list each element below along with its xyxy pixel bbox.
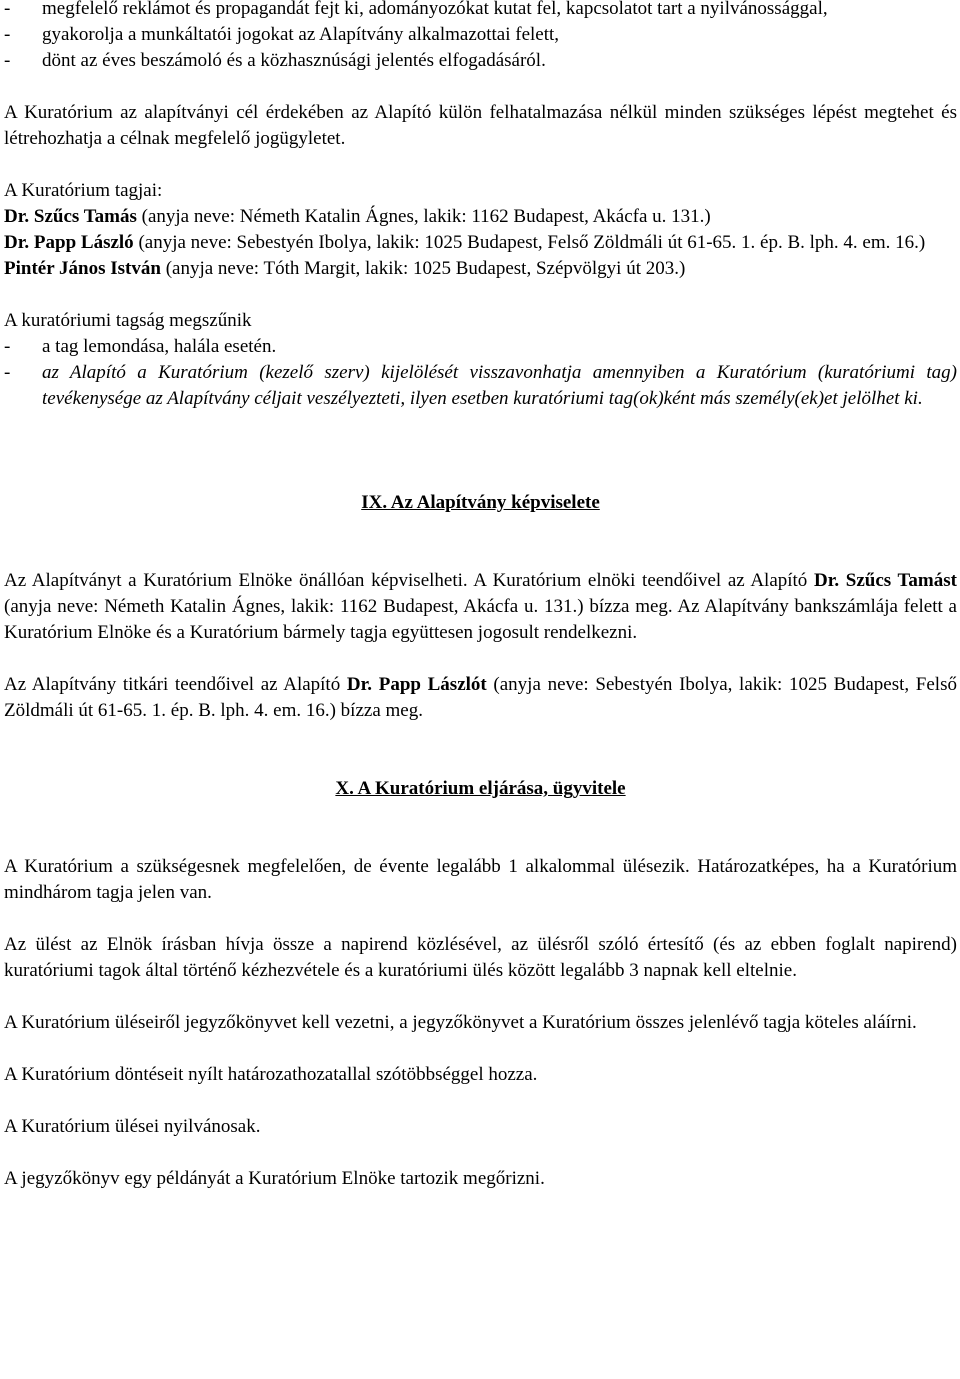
person-name: Dr. Szűcs Tamást bbox=[813, 570, 957, 591]
list-dash: - bbox=[4, 336, 11, 357]
section-x-paragraph: A Kuratórium üléseiről jegyzőkönyvet kell vezetni, a jegyzőkönyvet a Kuratórium összes jelenlévő tagja köteles aláírni. bbox=[4, 1012, 917, 1033]
section-ix-title: IX. Az Alapítvány képviselete bbox=[361, 492, 600, 513]
list-dash: - bbox=[4, 362, 11, 383]
section-ix-paragraph: Az Alapítványt a Kuratórium Elnöke önállóan képviselheti. A Kuratórium elnöki teendőivel az Alapító Dr. Szűcs Tamást (anyja neve: Németh Katalin Ágnes, lakik: 1162 Budapest, Akácfa u. 131.) bízza meg. Az Alapítvány bankszámlája felett a Kuratórium Elnöke és a Kuratórium bármely tagja együttesen jogosult rendelkezni. bbox=[4, 570, 957, 643]
member-name: Pintér János István bbox=[4, 258, 161, 279]
member-name: Dr. Papp László bbox=[4, 232, 134, 253]
section-ix-paragraph: Az Alapítvány titkári teendőivel az Alapító Dr. Papp Lászlót (anyja neve: Sebestyén Ibolya, lakik: 1025 Budapest, Felső Zöldmáli út 61-65. 1. ép. B. lph. 4. em. 16.) bízza meg. bbox=[4, 674, 957, 721]
members-heading: A Kuratórium tagjai: bbox=[4, 180, 163, 201]
member-line: Dr. Papp László (anyja neve: Sebestyén Ibolya, lakik: 1025 Budapest, Felső Zöldmáli út 61-65. 1. ép. B. lph. 4. em. 16.) bbox=[4, 232, 926, 253]
person-name: Dr. Papp Lászlót bbox=[346, 674, 487, 695]
termination-heading: A kuratóriumi tagság megszűnik bbox=[4, 310, 252, 331]
section-x-paragraph: A Kuratórium a szükségesnek megfelelően, de évente legalább 1 alkalommal ülésezik. Határozatképes, ha a Kuratórium mindhárom tagja jelen van. bbox=[4, 856, 957, 903]
member-line: Dr. Szűcs Tamás (anyja neve: Németh Katalin Ágnes, lakik: 1162 Budapest, Akácfa u. 131.) bbox=[4, 206, 711, 227]
list-item: - megfelelő reklámot és propagandát fejt ki, adományozókat kutat fel, kapcsolatot tart a nyilvánossággal, bbox=[4, 0, 957, 22]
top-list bbox=[4, 0, 957, 74]
section-x-paragraph: A Kuratórium döntéseit nyílt határozathozatallal szótöbbséggel hozza. bbox=[4, 1064, 538, 1085]
section-x-title: X. A Kuratórium eljárása, ügyvitele bbox=[335, 778, 626, 799]
member-line: Pintér János István (anyja neve: Tóth Margit, lakik: 1025 Budapest, Szépvölgyi út 203.) bbox=[4, 258, 686, 279]
document-page bbox=[4, 0, 957, 1192]
list-dash: - bbox=[4, 24, 11, 45]
list-item: - dönt az éves beszámoló és a közhasznúsági jelentés elfogadásáról. bbox=[4, 48, 957, 74]
list-item: - gyakorolja a munkáltatói jogokat az Alapítvány alkalmazottai felett, bbox=[4, 22, 957, 48]
section-x-paragraph: A jegyzőkönyv egy példányát a Kuratórium Elnöke tartozik megőrizni. bbox=[4, 1168, 545, 1189]
list-dash: - bbox=[4, 50, 11, 71]
member-name: Dr. Szűcs Tamás bbox=[4, 206, 137, 227]
section-x-paragraph: A Kuratórium ülései nyilvánosak. bbox=[4, 1116, 261, 1137]
paragraph-authority: A Kuratórium az alapítványi cél érdekében az Alapító külön felhatalmazása nélkül minden szükséges lépést megtehet és létrehozhatja a célnak megfelelő jogügyletet. bbox=[4, 102, 957, 149]
list-item: - a tag lemondása, halála esetén. bbox=[4, 334, 957, 360]
list-item: - az Alapító a Kuratórium (kezelő szerv) kijelölését visszavonhatja amennyiben a Kuratórium (kuratóriumi tag) tevékenysége az Alapítvány céljait veszélyezteti, ilyen esetben kuratóriumi tag(ok)ként más személy(ek)et jelölhet ki. bbox=[4, 362, 957, 409]
list-dash: - bbox=[4, 0, 11, 19]
section-x-paragraph: Az ülést az Elnök írásban hívja össze a napirend közlésével, az ülésről szóló értesítő (és az ebben foglalt napirend) kuratóriumi tagok által történő kézhezvétele és a kuratóriumi ülés között legalább 3 napnak kell eltelnie. bbox=[4, 934, 957, 981]
